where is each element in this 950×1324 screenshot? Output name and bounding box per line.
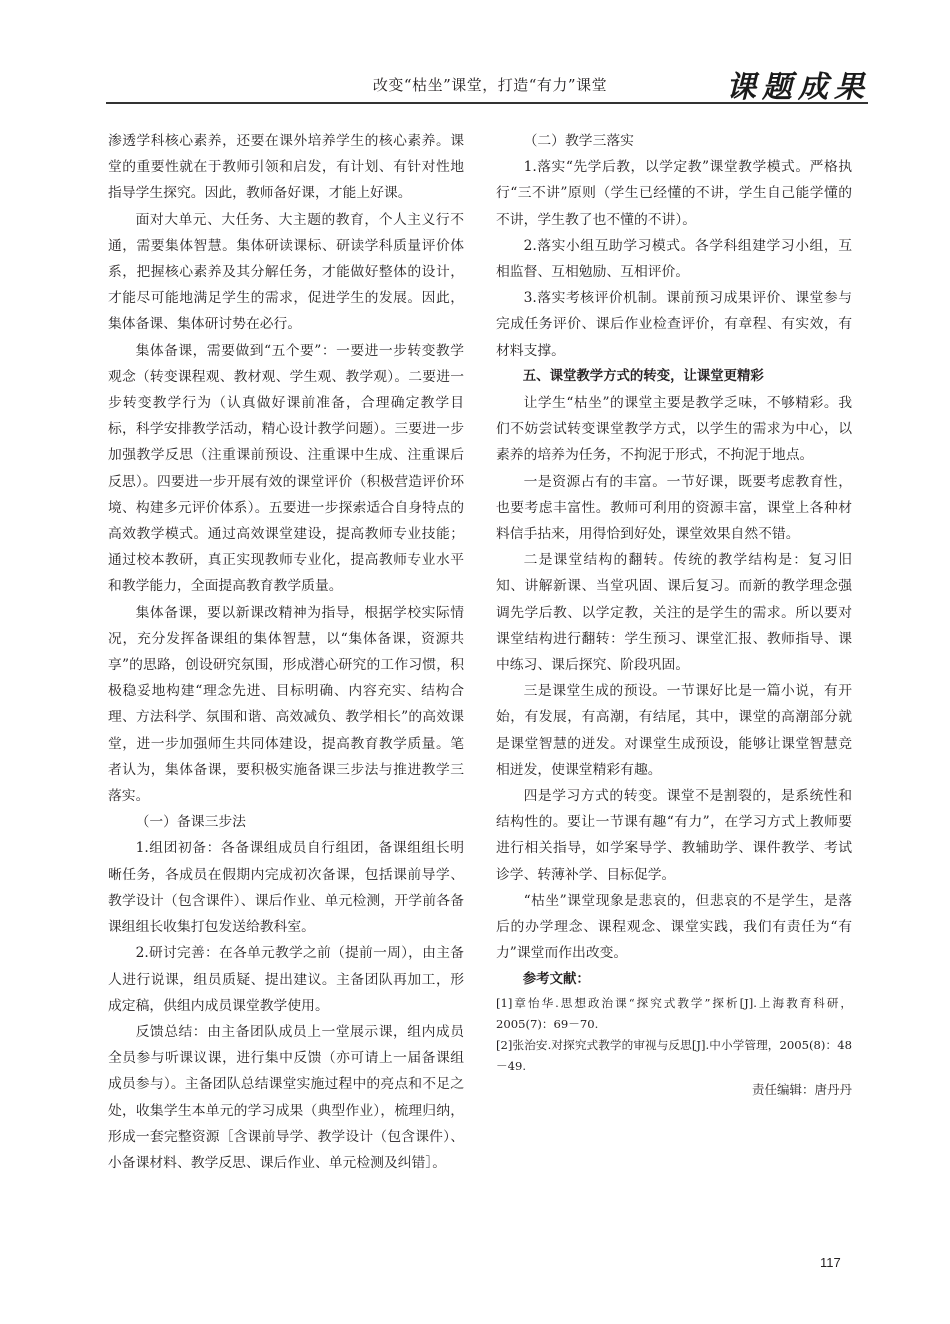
header-rule — [106, 102, 868, 104]
references-title: 参考文献： — [522, 971, 590, 987]
paragraph: 集体备课，需要做到“五个要”：一要进一步转变教学观念（转变课程观、教材观、学生观、教学观）。二要进一步转变教学行为（认真做好课前准备，合理确定教学目标，科学安排教学活动，精心设计教学问题）。三要进一步加强教学反思（注重课前预设、注重课中生成、注重课后反思）。四要进一步开展有效的课堂评价（积极营造评价环境、构建多元评价体系）。五要进一步探索适合自身特点的高效教学模式。通过高效课堂建设，提高教师专业技能；通过校本教研，真正实现教师专业化，提高教师专业水平和教学能力，全面提高教育教学质量。 — [108, 342, 464, 595]
paragraph: “枯坐”课堂现象是悲哀的，但悲哀的不是学生，是落后的办学理念、课程观念、课堂实践，我们有责任为“有力”课堂而作出改变。 — [496, 892, 852, 962]
section-label: 课题成果 — [726, 70, 870, 105]
reference-item: [1]章怡华.思想政治课“探究式教学”探析[J].上海教育科研，2005(7)：69－70. — [496, 995, 852, 1031]
subheading: （一）备课三步法 — [135, 814, 246, 831]
paragraph: 二是课堂结构的翻转。传统的教学结构是：复习旧知、讲解新课、当堂巩固、课后复习。而新的教学理念强调先学后教、以学定教，关注的是学生的需求。所以要对课堂结构进行翻转：学生预习、课堂汇报、教师指导、课中练习、课后探究、阶段巩固。 — [496, 552, 852, 674]
paragraph: 三是课堂生成的预设。一节课好比是一篇小说，有开始，有发展，有高潮，有结尾，其中，课堂的高潮部分就是课堂智慧的迸发。对课堂生成预设，能够让课堂智慧竞相迸发，使课堂精彩有趣。 — [496, 683, 852, 778]
paragraph: 四是学习方式的转变。课堂不是割裂的，是系统性和结构性的。要让一节课有趣“有力”，在学习方式上教师要进行相关指导，如学案导学、教辅助学、课件教学、考试诊学、转薄补学、目标促学。 — [496, 788, 852, 883]
section-heading: 五、课堂教学方式的转变，让课堂更精彩 — [522, 368, 764, 384]
subheading: （二）教学三落实 — [523, 133, 634, 149]
paragraph: 1.落实“先学后教，以学定教”课堂教学模式。严格执行“三不讲”原则（学生已经懂的不讲，学生自己能学懂的不讲，学生教了也不懂的不讲）。 — [496, 159, 852, 228]
paragraph: 集体备课，要以新课改精神为指导，根据学校实际情况，充分发挥备课组的集体智慧，以“集体备课，资源共享”的思路，创设研究氛围，形成潜心研究的工作习惯，积极稳妥地构建“理念先进、目标明确、内容充实、结构合理、方法科学、氛围和谐、高效减负、教学相长”的高效课堂，进一步加强师生共同体建设，提高教育教学质量。笔者认为，集体备课，要积极实施备课三步法与推进教学三落实。 — [108, 604, 464, 805]
paragraph: 2.研讨完善：在各单元教学之前（提前一周），由主备人进行说课，组员质疑、提出建议。主备团队再加工，形成定稿，供组内成员课堂教学使用。 — [108, 945, 464, 1014]
page-number: 117 — [820, 1255, 841, 1270]
paragraph: 让学生“枯坐”的课堂主要是教学乏味，不够精彩。我们不妨尝试转变课堂教学方式，以学生的需求为中心，以素养的培养为任务，不拘泥于形式，不拘泥于地点。 — [496, 395, 852, 464]
paragraph: 一是资源占有的丰富。一节好课，既要考虑教育性，也要考虑丰富性。教师可利用的资源丰富，课堂上各种材料信手拈来，用得恰到好处，课堂效果自然不错。 — [496, 473, 852, 543]
paragraph: 面对大单元、大任务、大主题的教育，个人主义行不通，需要集体智慧。集体研读课标、研读学科质量评价体系，把握核心素养及其分解任务，才能做好整体的设计，才能尽可能地满足学生的需求，促进学生的发展。因此，集体备课、集体研讨势在必行。 — [108, 211, 464, 333]
paragraph: 2.落实小组互助学习模式。各学科组建学习小组，互相监督、互相勉励、互相评价。 — [496, 237, 852, 281]
paragraph: 渗透学科核心素养，还要在课外培养学生的核心素养。课堂的重要性就在于教师引领和启发，有计划、有针对性地指导学生探究。因此，教师备好课，才能上好课。 — [108, 133, 464, 202]
paragraph: 3.落实考核评价机制。课前预习成果评价、课堂参与完成任务评价、课后作业检查评价，有章程、有实效，有材料支撑。 — [496, 290, 852, 359]
left-column — [108, 128, 464, 1176]
responsible-editor: 责任编辑：唐丹丹 — [751, 1081, 852, 1097]
reference-item: [2]张治安.对探究式教学的审视与反思[J].中小学管理，2005(8)：48－49. — [496, 1037, 852, 1073]
running-header-title: 改变“枯坐”课堂，打造“有力”课堂 — [372, 76, 608, 94]
paragraph: 1.组团初备：各备课组成员自行组团，备课组组长明晰任务，各成员在假期内完成初次备课，包括课前导学、教学设计（包含课件）、课后作业、单元检测，开学前各备课组组长收集打包发送给教科室。 — [108, 840, 464, 936]
right-column — [496, 128, 852, 1103]
paragraph: 反馈总结：由主备团队成员上一堂展示课，组内成员全员参与听课议课，进行集中反馈（亦可请上一届备课组成员参与）。主备团队总结课堂实施过程中的亮点和不足之处，收集学生本单元的学习成果（典型作业），梳理归纳，形成一套完整资源［含课前导学、教学设计（包含课件）、小备课材料、教学反思、课后作业、单元检测及纠错］。 — [108, 1023, 464, 1171]
